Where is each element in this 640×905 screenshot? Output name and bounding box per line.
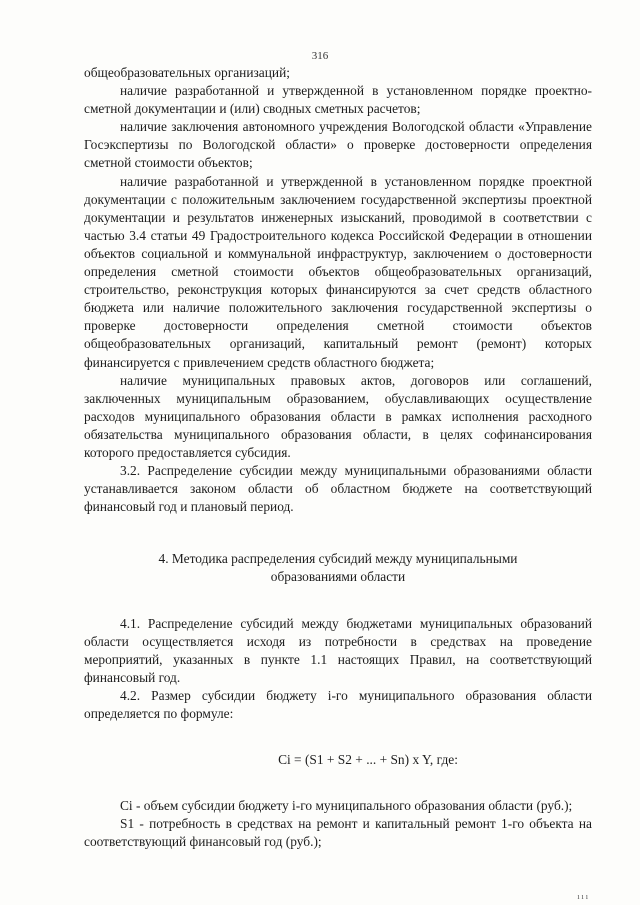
document-body	[84, 64, 592, 851]
section-heading-line: образованиями области	[270, 569, 406, 585]
paragraph: 4.2. Размер субсидии бюджету i-го муниципального образования области определяется по формуле:	[84, 687, 592, 721]
paragraph: наличие заключения автономного учреждения Вологодской области «Управление Госэкспертизы по Вологодской области» о проверке достоверности определения сметной стоимости объектов;	[84, 119, 592, 171]
paragraph: наличие муниципальных правовых актов, договоров или соглашений, заключенных муниципальным образованием, обуславливающих осуществление расходов муниципального образования области в рамках исполнения расходного обязательства муниципального образования области, в целях софинансирования которого предоставляется субсидия.	[84, 372, 592, 460]
section-heading	[84, 550, 592, 586]
section-heading-line: 4. Методика распределения субсидий между муниципальными	[158, 551, 518, 567]
formula: Ci = (S1 + S2 + ... + Sn) x Y, где:	[278, 752, 458, 768]
paragraph: 3.2. Распределение субсидии между муниципальными образованиями области устанавливается законом области об областном бюджете на соответствующий финансовый год и плановый период.	[84, 463, 592, 515]
paragraph: S1 - потребность в средствах на ремонт и капитальный ремонт 1-го объекта на соответствующий финансовый год (руб.);	[84, 816, 592, 850]
paragraph: Ci - объем субсидии бюджету i-го муниципального образования области (руб.);	[120, 798, 573, 814]
paragraph: 4.1. Распределение субсидий между бюджетами муниципальных образований области осуществляется исходя из потребности в средствах на проведение мероприятий, указанных в пункте 1.1 настоящих Правил, на соответствующий финансовый год.	[84, 615, 592, 685]
page-number: 316	[311, 50, 329, 62]
paragraph: общеобразовательных организаций;	[84, 65, 290, 80]
footer-mark: ııı	[577, 892, 590, 901]
paragraph: наличие разработанной и утвержденной в установленном порядке проектно-сметной документации и (или) сводных сметных расчетов;	[84, 83, 592, 117]
paragraph: наличие разработанной и утвержденной в установленном порядке проектной документации с положительным заключением государственной экспертизы проектной документации и результатов инженерных изысканий, проводимой в соответствии с частью 3.4 статьи 49 Градостроительного кодекса Российской Федерации в отношении объектов социальной и коммунальной инфраструктур, заключением о достоверности определения сметной стоимости объектов общеобразовательных организаций, строительство, реконструкция которых финансируются за счет средств областного бюджета или наличие положительного заключения государственной экспертизы о проверке достоверности определения сметной стоимости объектов общеобразовательных организаций, капитальный ремонт (ремонт) которых финансируется с привлечением средств областного бюджета;	[84, 173, 592, 370]
